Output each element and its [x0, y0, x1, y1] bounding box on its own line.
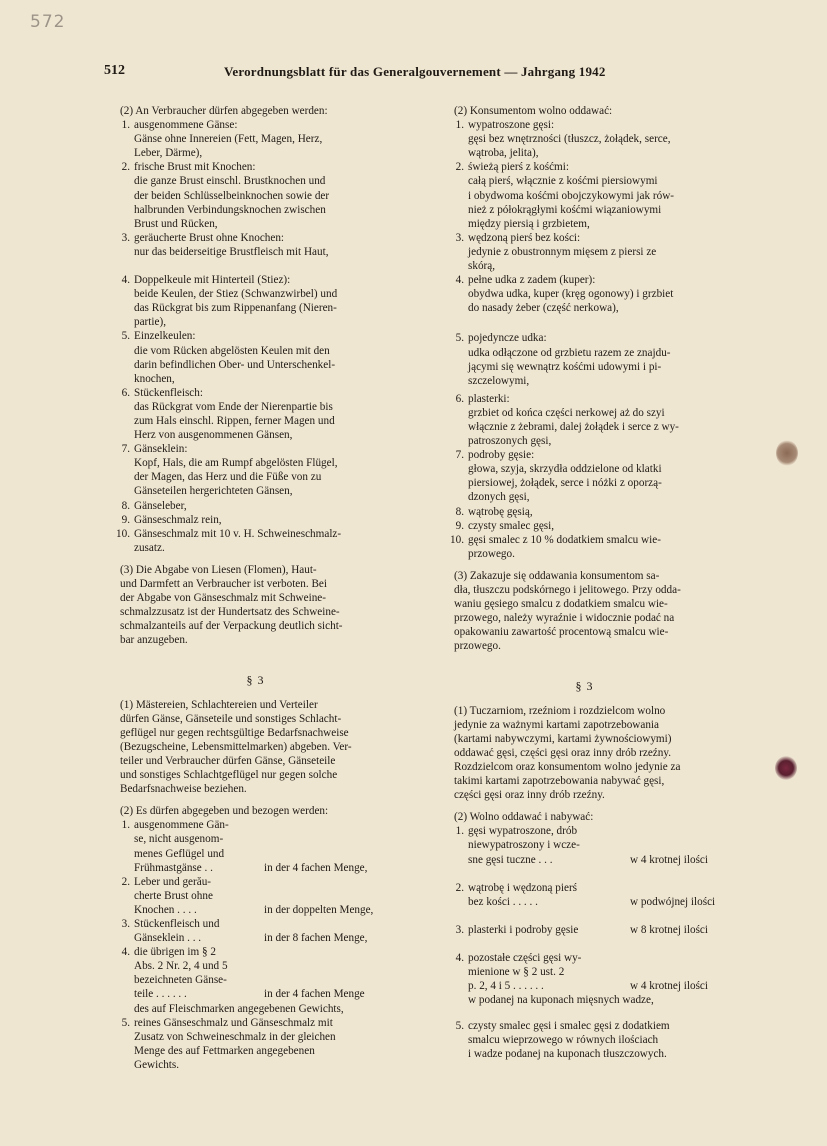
paper-stain	[776, 440, 798, 466]
paragraph-3	[438, 569, 731, 654]
list-item	[438, 231, 731, 273]
item-text-line: niewypatroszony i wcze-	[468, 839, 580, 852]
item-text-line: plasterki:	[468, 392, 510, 405]
paragraph-line: części gęsi oraz inny drób rzeźny.	[454, 789, 605, 802]
list-item	[438, 505, 731, 519]
item-number: 5.	[121, 330, 130, 343]
paragraph-line: dürfen Gänse, Gänseteile und sonstiges Schlacht-	[120, 712, 342, 725]
item-number: 10.	[450, 533, 464, 546]
paragraph-line: przowego, należy wyraźnie i widocznie podać na	[454, 612, 675, 625]
page-number: 512	[104, 63, 125, 78]
item-text-line: Knochen . . . .	[134, 903, 197, 916]
paragraph-line: (1) Tuczarniom, rzeźniom i rozdzielcom wolno	[454, 704, 666, 717]
item-number: 1.	[455, 825, 464, 838]
paragraph-line: dła, tłuszczu podskórnego i jelitowego. Przy odda-	[454, 584, 681, 596]
item-number: 8.	[455, 505, 464, 518]
section-3-paragraph-2-intro: (2) Wolno oddawać i nabywać:	[454, 811, 594, 824]
spacer	[104, 688, 407, 698]
item-text-line: Einzelkeulen:	[134, 330, 196, 343]
item-number: 4.	[455, 951, 464, 964]
paragraph-line: (3) Zakazuje się oddawania konsumentom sa-	[454, 569, 660, 582]
spacer	[104, 259, 407, 273]
journal-title: Verordnungsblatt für das Generalgouvernement — Jahrgang 1942	[224, 64, 606, 79]
paragraph-intro: (2) Konsumentom wolno oddawać:	[454, 105, 613, 117]
item-text-line: podroby gęsie:	[468, 449, 535, 462]
quantity-row	[104, 875, 407, 917]
quantity-amount: in der doppelten Menge,	[264, 903, 374, 916]
item-text-line: jącymi się wewnątrz kośćmi udowymi i pi-	[468, 360, 662, 373]
item-number: 4.	[455, 274, 464, 287]
item-number: 6.	[121, 386, 130, 399]
list-item	[438, 519, 731, 533]
item-text-line: piersiowej, żołądek, serce i nóżki z oporzą-	[468, 477, 662, 490]
item-text-line: halbrunden Verbindungsknochen zwischen	[134, 203, 326, 216]
item-text-line: das Rückgrat bis zum Rippenanfang (Nieren-	[134, 302, 337, 315]
paragraph-line: waniu gęsiego smalcu z dodatkiem smalcu wie-	[454, 598, 668, 611]
item-text-line: czysty smalec gęsi,	[468, 519, 555, 532]
item-text-line: geräucherte Brust ohne Knochen:	[134, 231, 285, 244]
list-item	[104, 513, 407, 527]
list-item	[104, 160, 407, 230]
section-3-paragraph-1	[104, 698, 407, 797]
item-number: 3.	[455, 923, 464, 936]
item-text-line: Leber und gerău-	[134, 875, 212, 888]
item-text-line: knochen,	[134, 372, 175, 385]
item-number: 9.	[121, 513, 130, 526]
item-text-line: Gänseschmalz rein,	[134, 513, 222, 526]
paragraph-line: und sonstiges Schlachtgeflügel nur gegen solche	[120, 769, 338, 782]
item-text-line: między piersią i grzbietem,	[468, 217, 590, 230]
page-header	[104, 63, 744, 83]
item-text-line: die ganze Brust einschl. Brustknochen und	[134, 175, 326, 188]
quantity-description	[468, 1019, 731, 1061]
quantity-amount: w podwójnej ilości	[630, 895, 716, 908]
item-number: 9.	[455, 519, 464, 532]
item-text-line: gęsi smalec z 10 % dodatkiem smalcu wie-	[468, 533, 661, 546]
quantity-amount: w 8 krotnej ilości	[630, 923, 708, 936]
item-text-line: reines Gänseschmalz und Gänseschmalz mit	[134, 1016, 333, 1029]
item-number: 3.	[455, 231, 464, 244]
paragraph-line: Bedarfsnachweise beziehen.	[120, 783, 247, 796]
paragraph-line: przowego.	[454, 640, 501, 653]
item-text-line: partie),	[134, 316, 166, 329]
item-text-line: nur das beiderseitige Brustfleisch mit Haut,	[134, 245, 329, 258]
paragraph-line: bar anzugeben.	[120, 634, 188, 647]
list-item	[104, 499, 407, 513]
item-text-line: patroszonych gęsi,	[468, 435, 552, 448]
spacer	[104, 555, 407, 563]
quantity-row	[438, 881, 731, 909]
spacer	[438, 653, 731, 679]
quantity-amount: in der 4 fachen Menge	[264, 988, 365, 1001]
item-text-line: Zusatz von Schweineschmalz in der gleichen	[134, 1030, 336, 1043]
spacer	[438, 937, 731, 951]
item-text-line: Leber, Därme),	[134, 147, 203, 160]
item-text-line: Gänseklein . . .	[134, 932, 202, 945]
quantity-row	[438, 951, 731, 1007]
item-number: 8.	[121, 499, 130, 512]
item-text-line: bez kości . . . . .	[468, 895, 538, 908]
paragraph-line: (1) Mästereien, Schlachtereien und Verteiler	[120, 698, 318, 711]
item-text-line: Gänseklein:	[134, 443, 188, 456]
list-item	[438, 533, 731, 561]
item-text-line: głowa, szyja, skrzydła oddzielone od klatki	[468, 463, 662, 476]
item-text-line: menes Geflügel und	[134, 847, 225, 860]
item-text-line: plasterki i podroby gęsie	[468, 923, 579, 936]
item-text-line: pozostałe części gęsi wy-	[468, 951, 582, 964]
item-number: 1.	[455, 119, 464, 132]
list-item	[104, 329, 407, 385]
spacer	[438, 1007, 731, 1019]
paragraph-3	[104, 563, 407, 648]
item-text-line: do nasady żeber (część nerkowa),	[468, 302, 619, 315]
item-text-line: Kopf, Hals, die am Rumpf abgelösten Flügel,	[134, 457, 338, 470]
section-3-paragraph-1	[438, 704, 731, 803]
item-text-line: i obydwoma kośćmi obojczykowymi jak rów-	[468, 189, 675, 202]
paragraph-line: schmalzzusatz ist der Hundertsatz des Schweine-	[120, 606, 340, 619]
section-heading: § 3	[246, 673, 265, 688]
item-text-line: mienione w § 2 ust. 2	[468, 965, 565, 978]
list-item	[104, 386, 407, 442]
item-text-line: wątrobę gęsią,	[468, 505, 533, 518]
item-text-line: Gänse ohne Innereien (Fett, Magen, Herz,	[134, 133, 323, 146]
item-text-line: Menge des auf Fettmarken angegebenen	[134, 1044, 315, 1057]
item-text-line: zusatz.	[134, 541, 165, 554]
item-text-line: se, nicht ausgenom-	[134, 833, 224, 846]
item-text-line: Gänseschmalz mit 10 v. H. Schweineschmalz-	[134, 527, 342, 540]
quantity-tail: w podanej na kuponach mięsnych wadze,	[468, 994, 654, 1007]
item-number: 2.	[455, 881, 464, 894]
item-text-line: p. 2, 4 i 5 . . . . . .	[468, 980, 544, 993]
item-text-line: wątrobę i wędzoną pierś	[468, 881, 578, 894]
item-text-line: i wadze podanej na kuponach tłuszczowych.	[468, 1048, 667, 1061]
quantity-row	[104, 917, 407, 945]
item-text-line: frische Brust mit Knochen:	[134, 161, 256, 174]
item-text-line: udka odłączone od grzbietu razem ze znajdu-	[468, 346, 671, 359]
item-number: 2.	[121, 875, 130, 888]
quantity-description	[134, 1016, 407, 1072]
spacer	[438, 694, 731, 704]
item-number: 4.	[121, 946, 130, 959]
item-number: 4.	[121, 274, 130, 287]
item-text-line: całą pierś, włącznie z kośćmi piersiowymi	[468, 175, 658, 188]
item-text-line: die übrigen im § 2	[134, 946, 217, 959]
quantity-row	[438, 824, 731, 866]
item-text-line: cherte Brust ohne	[134, 889, 213, 902]
item-text-line: grzbiet od końca części nerkowej aż do szyi	[468, 406, 665, 419]
paragraph-line: (Bezugscheine, Lebensmittelmarken) abgeben. Ver-	[120, 740, 352, 753]
list-item	[438, 160, 731, 230]
item-text-line: jedynie z obustronnym mięsem z piersi ze	[468, 245, 657, 258]
item-text-line: przowego.	[468, 547, 515, 560]
spacer	[438, 315, 731, 331]
list-item	[438, 331, 731, 387]
item-text-line: die vom Rücken abgelösten Keulen mit den	[134, 344, 330, 357]
item-text-line: dzonych gęsi,	[468, 491, 530, 504]
spacer	[438, 561, 731, 569]
item-text-line: wypatroszone gęsi:	[468, 119, 555, 132]
item-text-line: nież z półokrągłymi kośćmi wiązaniowymi	[468, 203, 662, 216]
item-text-line: zum Hals einschl. Rippen, ferner Magen und	[134, 414, 335, 427]
item-text-line: świeżą pierś z kośćmi:	[468, 161, 569, 174]
list-item	[438, 392, 731, 448]
list-item	[438, 118, 731, 160]
item-text-line: das Rückgrat vom Ende der Nierenpartie bis	[134, 400, 333, 413]
spacer	[438, 909, 731, 923]
quantity-amount: in der 8 fachen Menge,	[264, 932, 368, 945]
handwritten-page-note: 572	[30, 12, 66, 32]
item-text-line: czysty smalec gęsi i smalec gęsi z dodatkiem	[468, 1020, 670, 1033]
item-number: 10.	[116, 527, 130, 540]
paragraph-line: jedynie za ważnymi kartami zapotrzebowania	[454, 718, 660, 731]
paragraph-line: der Abgabe von Gänseschmalz mit Schweine-	[120, 592, 326, 605]
item-text-line: sne gęsi tuczne . . .	[468, 853, 553, 866]
item-text-line: Gänseteilen hergerichteten Gänsen,	[134, 485, 293, 498]
list-item	[438, 448, 731, 504]
quantity-amount: in der 4 fachen Menge,	[264, 861, 368, 874]
quantity-row	[438, 923, 731, 937]
item-number: 6.	[455, 392, 464, 405]
item-number: 5.	[455, 1020, 464, 1033]
paper-stain	[775, 756, 797, 780]
section-3-paragraph-2-intro: (2) Es dürfen abgegeben und bezogen werden:	[120, 805, 329, 818]
list-item	[104, 527, 407, 555]
item-text-line: Brust und Rücken,	[134, 217, 218, 230]
quantity-amount: w 4 krotnej ilości	[630, 980, 708, 993]
item-text-line: smalcu wieprzowego w równych ilościach	[468, 1034, 659, 1047]
item-text-line: gęsi bez wnętrzności (tłuszcz, żołądek, serce,	[468, 133, 671, 146]
item-text-line: beide Keulen, der Stiez (Schwanzwirbel) und	[134, 288, 338, 301]
item-text-line: Doppelkeule mit Hinterteil (Stiez):	[134, 274, 291, 287]
item-number: 2.	[121, 161, 130, 174]
item-text-line: ausgenommene Gän-	[134, 819, 229, 832]
item-text-line: Herz von ausgenommenen Gänsen,	[134, 429, 293, 442]
item-text-line: Gewichts.	[134, 1058, 180, 1071]
paragraph-line: geflügel nur gegen rechtsgültige Bedarfsnachweise	[120, 726, 349, 739]
item-text-line: Stückenfleisch und	[134, 917, 220, 930]
spacer	[104, 647, 407, 673]
polish-column	[438, 104, 731, 1062]
quantity-amount: w 4 krotnej ilości	[630, 853, 708, 866]
item-text-line: skórą,	[468, 260, 496, 273]
item-number: 5.	[455, 332, 464, 345]
item-text-line: obydwa udka, kuper (kręg ogonowy) i grzbiet	[468, 288, 674, 301]
quantity-tail: des auf Fleischmarken angegebenen Gewichts,	[134, 1002, 344, 1015]
item-number: 1.	[121, 119, 130, 132]
item-text-line: Gänseleber,	[134, 499, 187, 512]
item-text-line: pojedyncze udka:	[468, 332, 547, 345]
item-text-line: pełne udka z zadem (kuper):	[468, 274, 596, 287]
paragraph-line: takimi kartami zapotrzebowania nabywać gęsi,	[454, 775, 665, 788]
item-text-line: Stückenfleisch:	[134, 386, 203, 399]
item-text-line: Abs. 2 Nr. 2, 4 und 5	[134, 960, 228, 973]
quantity-row	[438, 1019, 731, 1061]
item-number: 7.	[121, 443, 130, 456]
item-text-line: der beiden Schlüsselbeinknochen sowie der	[134, 189, 330, 202]
item-text-line: Frühmastgänse . .	[134, 861, 213, 874]
item-text-line: teile . . . . . .	[134, 988, 187, 1001]
quantity-row	[104, 945, 407, 1015]
item-number: 5.	[121, 1016, 130, 1029]
paragraph-line: schmalzanteils auf der Verpackung deutlich sicht-	[120, 620, 343, 633]
paragraph-line: (kartami nabywczymi, kartami żywnościowymi)	[454, 732, 672, 745]
spacer	[104, 796, 407, 804]
list-item	[104, 273, 407, 329]
paragraph-line: oddawać gęsi, części gęsi oraz inny drób rzeźny.	[454, 746, 672, 759]
item-number: 1.	[121, 819, 130, 832]
item-text-line: wątroba, jelita),	[468, 147, 539, 160]
quantity-row	[104, 1016, 407, 1072]
paragraph-line: und Darmfett an Verbraucher ist verboten. Bei	[120, 578, 327, 590]
item-text-line: włącznie z żebrami, dalej żołądek i serce z wy-	[468, 420, 679, 433]
item-number: 2.	[455, 161, 464, 174]
item-text-line: der Magen, das Herz und die Füße von zu	[134, 471, 322, 484]
section-heading: § 3	[575, 679, 594, 694]
item-number: 7.	[455, 449, 464, 462]
list-item	[104, 118, 407, 160]
item-text-line: gęsi wypatroszone, drób	[468, 825, 578, 838]
paragraph-line: Rozdzielcom oraz konsumentom wolno jedynie za	[454, 760, 681, 773]
paragraph-line: (3) Die Abgabe von Liesen (Flomen), Haut-	[120, 563, 317, 576]
item-number: 3.	[121, 231, 130, 244]
list-item	[104, 442, 407, 498]
paragraph-line: opakowaniu zawartość procentową smalcu wie-	[454, 626, 669, 639]
list-item	[104, 231, 407, 259]
spacer	[438, 802, 731, 810]
list-item	[438, 273, 731, 315]
item-text-line: szczelowymi,	[468, 374, 530, 387]
spacer	[438, 867, 731, 881]
item-text-line: bezeichneten Gänse-	[134, 974, 227, 987]
paragraph-line: teiler und Verbraucher dürfen Gänse, Gänseteile	[120, 754, 336, 767]
german-column	[104, 104, 407, 1072]
item-text-line: wędzoną pierś bez kości:	[468, 231, 581, 244]
quantity-row	[104, 818, 407, 874]
paragraph-intro: (2) An Verbraucher dürfen abgegeben werden:	[120, 105, 328, 117]
item-text-line: ausgenommene Gänse:	[134, 119, 238, 132]
item-text-line: darin befindlichen Ober- und Unterschenkel-	[134, 358, 336, 371]
item-number: 3.	[121, 917, 130, 930]
